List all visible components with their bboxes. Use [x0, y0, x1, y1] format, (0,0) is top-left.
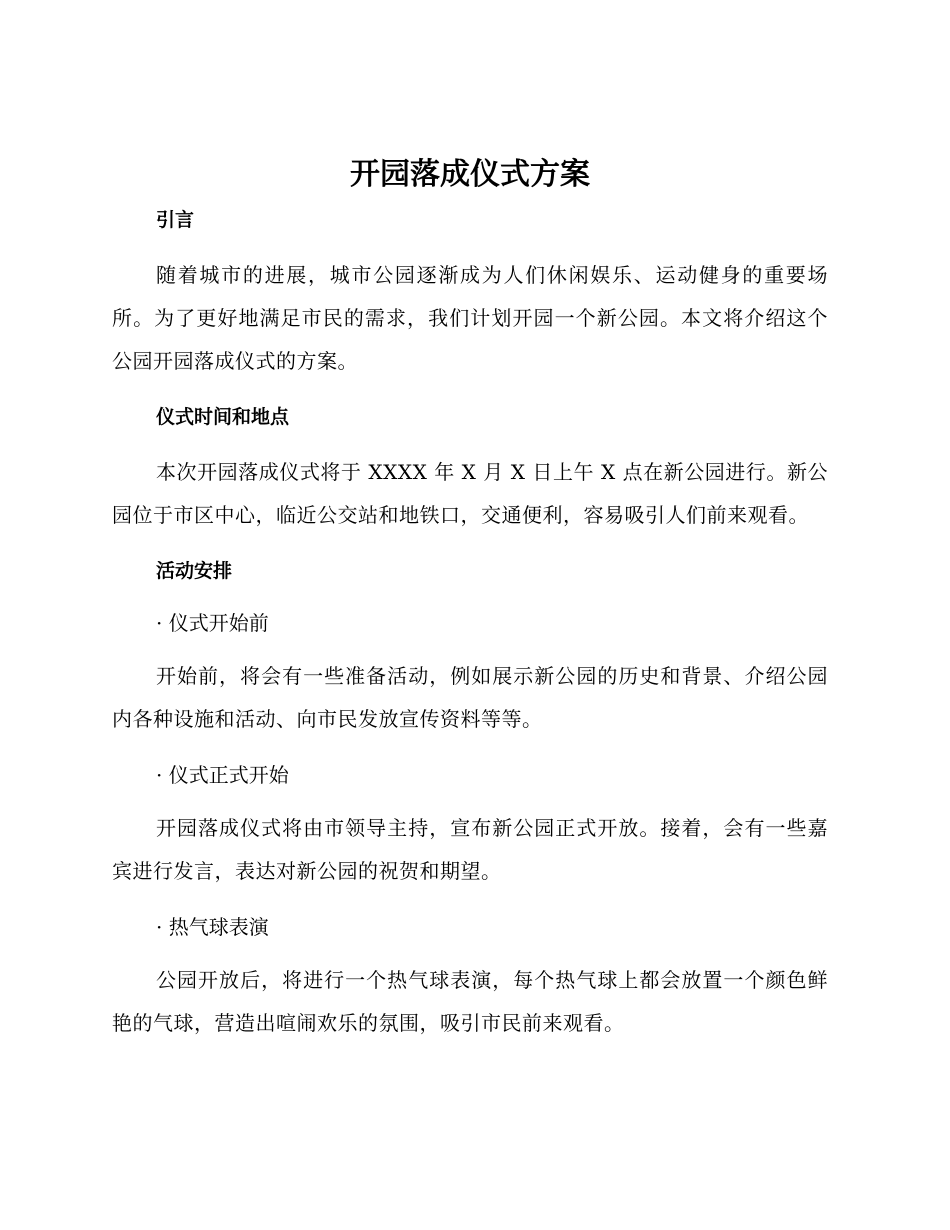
- bullet-hot-air-balloon: · 热气球表演: [156, 915, 269, 939]
- intro-paragraph: 随着城市的进展，城市公园逐渐成为人们休闲娱乐、运动健身的重要场所。为了更好地满足市民的需求，我们计划开园一个新公园。本文将介绍这个公园开园落成仪式的方案。: [112, 263, 828, 373]
- document-title: 开园落成仪式方案: [350, 157, 590, 192]
- document-page: [112, 150, 828, 1045]
- bullet-ceremony-start: · 仪式正式开始: [156, 763, 289, 787]
- section-heading-activities: 活动安排: [156, 560, 233, 582]
- before-ceremony-paragraph: 开始前，将会有一些准备活动，例如展示新公园的历史和背景、介绍公园内各种设施和活动、向市民发放宣传资料等等。: [112, 664, 828, 731]
- time-location-paragraph: 本次开园落成仪式将于 XXXX 年 X 月 X 日上午 X 点在新公园进行。新公园位于市区中心，临近公交站和地铁口，交通便利，容易吸引人们前来观看。: [112, 460, 828, 527]
- bullet-before-ceremony: · 仪式开始前: [156, 611, 269, 635]
- ceremony-start-paragraph: 开园落成仪式将由市领导主持，宣布新公园正式开放。接着，会有一些嘉宾进行发言，表达对新公园的祝贺和期望。: [112, 816, 828, 883]
- section-heading-time-location: 仪式时间和地点: [156, 406, 290, 428]
- section-heading-intro: 引言: [156, 209, 195, 231]
- hot-air-balloon-paragraph: 公园开放后，将进行一个热气球表演，每个热气球上都会放置一个颜色鲜艳的气球，营造出喧闹欢乐的氛围，吸引市民前来观看。: [112, 968, 828, 1035]
